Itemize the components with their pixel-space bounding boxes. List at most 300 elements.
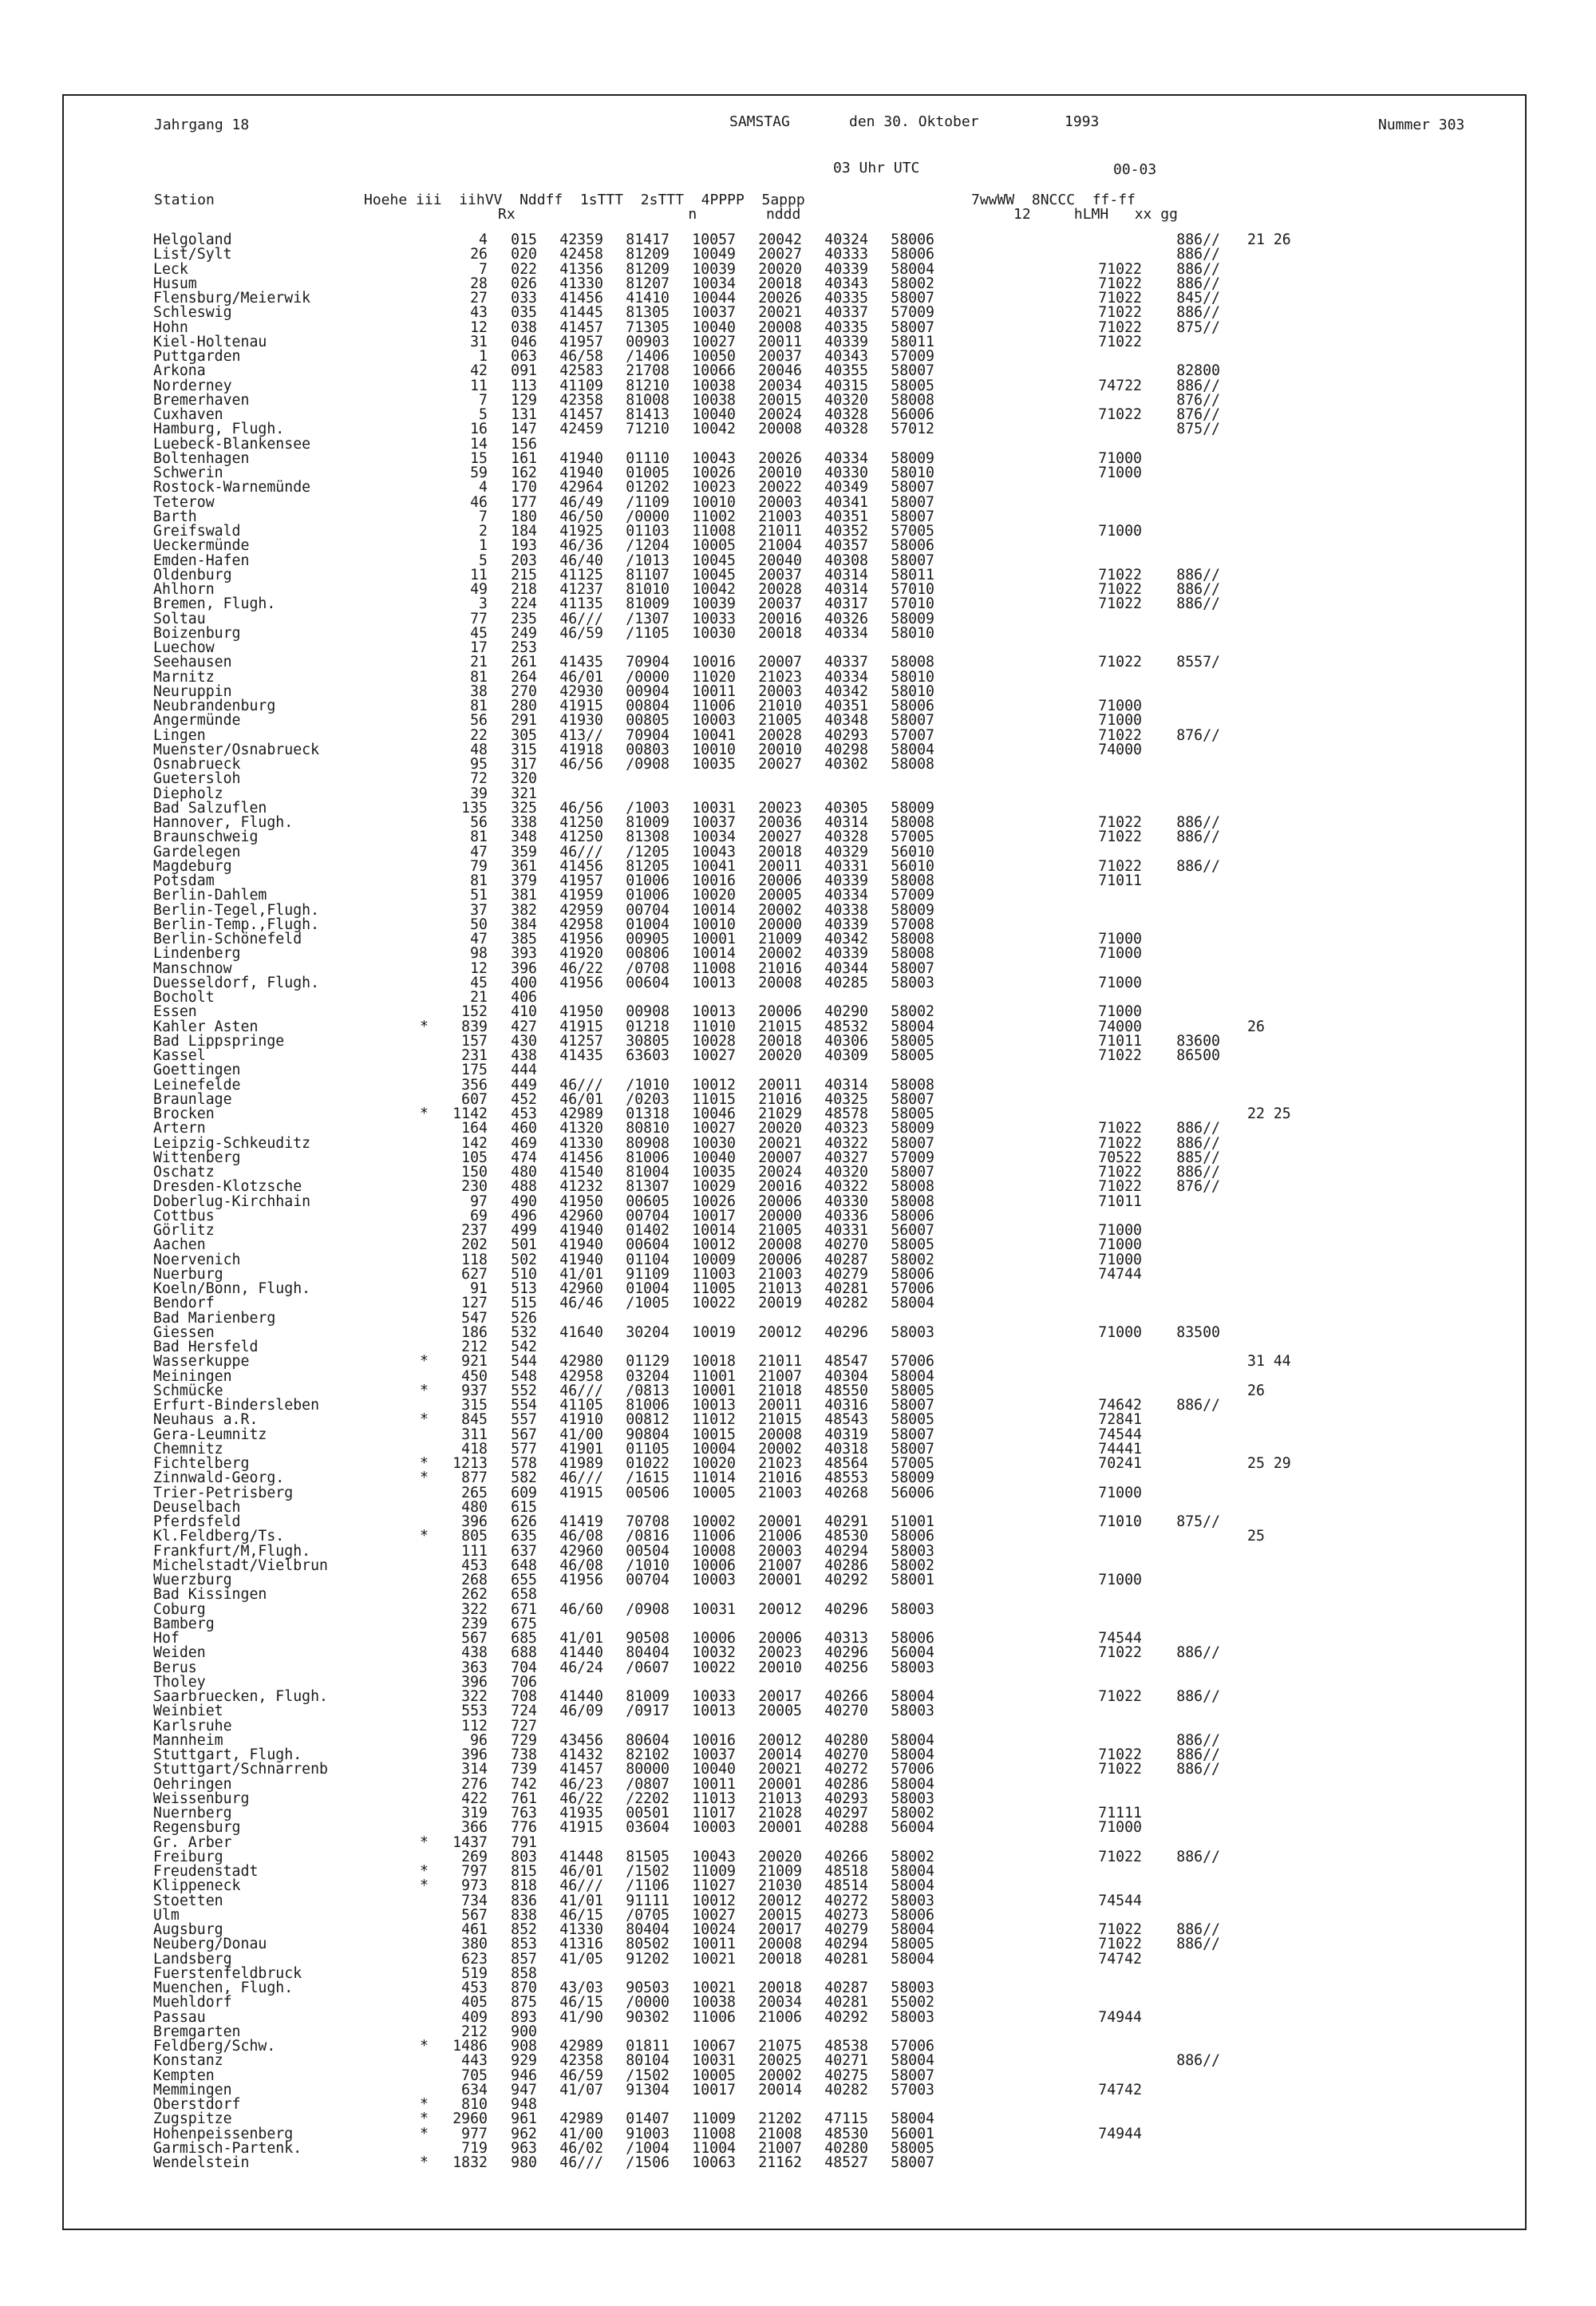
code-group: 82102 bbox=[626, 1746, 670, 1763]
weather-group: 71111 bbox=[1098, 1805, 1142, 1821]
station-name: Bad Hersfeld bbox=[153, 1339, 259, 1355]
code-group: 58008 bbox=[891, 756, 934, 773]
weather-group: 71022 bbox=[1098, 1688, 1142, 1705]
code-group: 10022 bbox=[692, 1295, 736, 1312]
code-group: 40291 bbox=[824, 1513, 868, 1530]
cloud-group: 886// bbox=[1176, 1397, 1220, 1414]
mountain-marker bbox=[387, 1778, 435, 1792]
code-group: 033 bbox=[511, 290, 537, 307]
code-group: 21162 bbox=[758, 2154, 802, 2171]
weather-group bbox=[934, 1370, 1142, 1384]
code-group: 453 bbox=[511, 1106, 537, 1122]
cloud-group bbox=[1142, 976, 1220, 991]
code-group: 41/00 bbox=[559, 1426, 603, 1443]
station-name: Coburg bbox=[153, 1600, 206, 1618]
mountain-marker: * bbox=[420, 1353, 429, 1371]
cloud-group bbox=[1142, 874, 1220, 888]
table-row bbox=[153, 263, 1305, 277]
code-group: 40266 bbox=[824, 1848, 868, 1865]
code-group: 40326 bbox=[824, 610, 868, 627]
code-group: 40285 bbox=[824, 974, 868, 991]
code-group: 20028 bbox=[758, 726, 802, 744]
code-group: 671 bbox=[511, 1600, 537, 1618]
code-group: 21013 bbox=[758, 1790, 802, 1807]
code-group: 58004 bbox=[891, 2052, 934, 2070]
code-group: 21023 bbox=[758, 1455, 802, 1472]
mountain-marker bbox=[387, 1209, 435, 1224]
cloud-group bbox=[1142, 1894, 1220, 1908]
wind-gust-group bbox=[1220, 1923, 1305, 1937]
wind-gust-group bbox=[1220, 364, 1305, 378]
station-name: Berlin-Tegel,Flugh. bbox=[153, 901, 320, 919]
mountain-marker bbox=[387, 976, 435, 991]
code-group: 40352 bbox=[824, 523, 868, 540]
code-group bbox=[868, 1719, 934, 1734]
mountain-marker bbox=[387, 801, 435, 816]
station-name: Lindenberg bbox=[153, 945, 241, 963]
station-height: 237 bbox=[461, 1222, 488, 1239]
cloud-group bbox=[1142, 1806, 1220, 1821]
code-group: 131 bbox=[511, 406, 537, 423]
code-group: 57009 bbox=[891, 887, 934, 904]
code-group: 499 bbox=[511, 1222, 537, 1239]
code-group: 42458 bbox=[559, 246, 603, 263]
code-group: 11008 bbox=[692, 959, 736, 977]
code-group: 20012 bbox=[758, 1323, 802, 1341]
code-group: 10042 bbox=[692, 581, 736, 598]
code-group bbox=[802, 1063, 868, 1078]
station-name: Gr. Arber bbox=[153, 1833, 232, 1851]
code-group: 01318 bbox=[626, 1106, 670, 1122]
code-group: 20012 bbox=[758, 1600, 802, 1618]
code-group: 40344 bbox=[824, 959, 868, 977]
station-height: 22 bbox=[470, 726, 488, 744]
code-group: 10043 bbox=[692, 449, 736, 467]
code-group: 40355 bbox=[824, 362, 868, 380]
wind-gust-group bbox=[1220, 335, 1305, 350]
code-group: 48530 bbox=[824, 2125, 868, 2142]
code-group: 20034 bbox=[758, 1994, 802, 2011]
station-name: Wuerzburg bbox=[153, 1572, 232, 1588]
code-group: 42459 bbox=[559, 421, 603, 438]
station-height: 239 bbox=[461, 1615, 488, 1632]
code-group: 40298 bbox=[824, 741, 868, 758]
station-height: 112 bbox=[461, 1717, 488, 1734]
mountain-marker bbox=[387, 1034, 435, 1049]
code-group: 48514 bbox=[824, 1877, 868, 1895]
station-height: 152 bbox=[461, 1003, 488, 1021]
code-group: /0917 bbox=[626, 1703, 670, 1720]
code-group: 58005 bbox=[891, 1936, 934, 1953]
code-group: 10015 bbox=[692, 1426, 736, 1443]
mountain-marker bbox=[387, 496, 435, 510]
wind-gust-group bbox=[1220, 1675, 1305, 1690]
weather-group bbox=[934, 1603, 1142, 1617]
code-group: 193 bbox=[511, 537, 537, 555]
code-group: 40275 bbox=[824, 2067, 868, 2084]
code-group bbox=[670, 787, 736, 801]
code-group: 40357 bbox=[824, 537, 868, 555]
code-group: /0000 bbox=[626, 508, 670, 525]
station-name: Boltenhagen bbox=[153, 449, 250, 467]
code-group: 046 bbox=[511, 333, 537, 350]
cloud-group bbox=[1142, 1268, 1220, 1282]
code-group: 58003 bbox=[891, 1980, 934, 1996]
code-group: 10011 bbox=[692, 682, 736, 700]
code-group bbox=[802, 437, 868, 452]
wind-gust-group bbox=[1220, 612, 1305, 627]
station-height: 5 bbox=[479, 406, 488, 423]
code-group: 10017 bbox=[692, 2081, 736, 2098]
code-group: 532 bbox=[511, 1323, 537, 1341]
station-name: Duesseldorf, Flugh. bbox=[153, 974, 320, 991]
station-height: 634 bbox=[461, 2081, 488, 2098]
code-group: 40331 bbox=[824, 1222, 868, 1239]
code-group bbox=[736, 437, 802, 452]
code-group: 58007 bbox=[891, 1164, 934, 1181]
station-name: Kahler Asten bbox=[153, 1018, 259, 1035]
cloud-group bbox=[1142, 1704, 1220, 1719]
code-group: 46/60 bbox=[559, 1600, 603, 1618]
wind-gust-group bbox=[1220, 1063, 1305, 1078]
code-group: 58005 bbox=[891, 1106, 934, 1122]
code-group: 510 bbox=[511, 1265, 537, 1283]
code-group: 41435 bbox=[559, 1047, 603, 1064]
wind-gust-group bbox=[1220, 2054, 1305, 2068]
code-group: 40305 bbox=[824, 799, 868, 817]
table-row bbox=[153, 2054, 1305, 2068]
station-height: 69 bbox=[470, 1207, 488, 1224]
station-height: 265 bbox=[461, 1484, 488, 1501]
code-group: 58008 bbox=[891, 1178, 934, 1196]
code-group: 41316 bbox=[559, 1936, 603, 1953]
weather-group: 74642 bbox=[1098, 1397, 1142, 1414]
mountain-marker bbox=[387, 2054, 435, 2068]
code-group: 57010 bbox=[891, 581, 934, 598]
code-group: 48530 bbox=[824, 1528, 868, 1545]
code-group: 929 bbox=[511, 2052, 537, 2070]
wind-gust-group bbox=[1220, 2112, 1305, 2126]
mountain-marker: * bbox=[420, 1106, 429, 1122]
code-group bbox=[868, 437, 934, 452]
wind-gust-group bbox=[1220, 1428, 1305, 1442]
code-group: 40341 bbox=[824, 493, 868, 511]
mountain-marker bbox=[387, 1719, 435, 1734]
code-group: 963 bbox=[511, 2139, 537, 2157]
code-group: 40280 bbox=[824, 2139, 868, 2157]
code-group: 20016 bbox=[758, 610, 802, 627]
station-height: 97 bbox=[470, 1193, 488, 1210]
code-group: 20006 bbox=[758, 1251, 802, 1268]
code-group: 58002 bbox=[891, 1003, 934, 1021]
wind-gust-group bbox=[1220, 247, 1305, 262]
code-group: 01006 bbox=[626, 887, 670, 904]
code-group: 20021 bbox=[758, 1134, 802, 1152]
code-group: 10016 bbox=[692, 872, 736, 889]
mountain-marker bbox=[387, 874, 435, 888]
table-row bbox=[153, 1588, 1305, 1602]
code-group: 40313 bbox=[824, 1630, 868, 1647]
cloud-group: 886// bbox=[1176, 1134, 1220, 1152]
code-group: 58004 bbox=[891, 1950, 934, 1968]
code-group: 58008 bbox=[891, 1076, 934, 1094]
code-group: 58002 bbox=[891, 1848, 934, 1865]
cloud-group bbox=[1142, 1981, 1220, 1996]
station-name: Nuerburg bbox=[153, 1265, 223, 1283]
wind-gust-group bbox=[1220, 801, 1305, 816]
wind-gust-group bbox=[1220, 466, 1305, 481]
station-name: Bad Lippspringe bbox=[153, 1032, 285, 1050]
code-group: 41330 bbox=[559, 275, 603, 292]
code-group: 46/59 bbox=[559, 624, 603, 642]
code-group: 58006 bbox=[891, 231, 934, 248]
code-group: 10008 bbox=[692, 1542, 736, 1560]
code-group: 21006 bbox=[758, 2008, 802, 2026]
code-group bbox=[736, 1311, 802, 1326]
station-height: 135 bbox=[461, 799, 488, 817]
code-group: 10041 bbox=[692, 857, 736, 875]
wind-gust-group bbox=[1220, 1151, 1305, 1165]
code-group bbox=[736, 1836, 802, 1850]
weather-group: 71022 bbox=[1098, 595, 1142, 613]
cloud-group bbox=[1142, 612, 1220, 627]
mountain-marker bbox=[387, 524, 435, 539]
weather-group: 71010 bbox=[1098, 1513, 1142, 1530]
code-group: 46/01 bbox=[559, 1863, 603, 1880]
code-group: 80604 bbox=[626, 1731, 670, 1749]
wind-gust-group bbox=[1220, 1121, 1305, 1136]
station-name: Wendelstein bbox=[153, 2154, 250, 2171]
code-group: 58004 bbox=[891, 1018, 934, 1035]
code-group: 40273 bbox=[824, 1906, 868, 1924]
code-group: 58006 bbox=[891, 1207, 934, 1224]
station-name: Greifswald bbox=[153, 523, 241, 540]
station-height: 973 bbox=[461, 1877, 488, 1895]
station-name: Wasserkuppe bbox=[153, 1353, 250, 1371]
cloud-group bbox=[1142, 1719, 1220, 1734]
wind-gust-group bbox=[1220, 904, 1305, 918]
code-group: 10022 bbox=[692, 1659, 736, 1676]
station-height: 567 bbox=[461, 1906, 488, 1924]
code-group bbox=[537, 437, 603, 452]
code-group bbox=[537, 1836, 603, 1850]
station-height: 547 bbox=[461, 1309, 488, 1327]
code-group: 41320 bbox=[559, 1120, 603, 1137]
weather-group bbox=[934, 1340, 1142, 1355]
station-height: 607 bbox=[461, 1090, 488, 1108]
code-group: 58006 bbox=[891, 1906, 934, 1924]
weather-group: 74544 bbox=[1098, 1630, 1142, 1647]
code-group: 11005 bbox=[692, 1280, 736, 1297]
cloud-group bbox=[1142, 2098, 1220, 2112]
code-group: 20003 bbox=[758, 493, 802, 511]
station-height: 839 bbox=[461, 1018, 488, 1035]
code-group: 20037 bbox=[758, 595, 802, 613]
code-group: 10005 bbox=[692, 2067, 736, 2084]
code-group: 10040 bbox=[692, 406, 736, 423]
station-name: Arkona bbox=[153, 362, 206, 380]
code-group: 90503 bbox=[626, 1980, 670, 1996]
table-row bbox=[153, 437, 1305, 452]
code-group: 21016 bbox=[758, 1469, 802, 1487]
group-column-headers: 7wwWW 8NCCC ff-ff bbox=[971, 192, 1136, 208]
code-group: /0203 bbox=[626, 1090, 670, 1108]
station-name: Noervenich bbox=[153, 1251, 241, 1268]
code-group: 20001 bbox=[758, 1572, 802, 1588]
cloud-group bbox=[1142, 888, 1220, 903]
table-row bbox=[153, 1894, 1305, 1908]
wind-gust-group: 31 44 bbox=[1247, 1353, 1291, 1371]
station-name: Wittenberg bbox=[153, 1149, 241, 1166]
code-group: 80908 bbox=[626, 1134, 670, 1152]
mountain-marker bbox=[387, 510, 435, 524]
station-height: 2960 bbox=[452, 2110, 488, 2128]
issue-year: 1993 bbox=[1065, 113, 1100, 130]
station-height: 409 bbox=[461, 2008, 488, 2026]
mountain-marker bbox=[387, 554, 435, 568]
table-row bbox=[153, 1355, 1305, 1369]
station-height: 47 bbox=[470, 931, 488, 947]
mountain-marker bbox=[387, 1894, 435, 1908]
cloud-group bbox=[1142, 1603, 1220, 1617]
wind-gust-group: 25 bbox=[1247, 1528, 1265, 1545]
cloud-group bbox=[1142, 932, 1220, 947]
code-group: 81210 bbox=[626, 377, 670, 394]
code-group: 502 bbox=[511, 1251, 537, 1268]
weather-group bbox=[934, 1471, 1142, 1485]
code-group: 10019 bbox=[692, 1323, 736, 1341]
code-group: 41/90 bbox=[559, 2008, 603, 2026]
cloud-group bbox=[1142, 524, 1220, 539]
code-group: 81009 bbox=[626, 595, 670, 613]
code-group: 41125 bbox=[559, 566, 603, 583]
weather-group bbox=[934, 962, 1142, 976]
weather-group bbox=[934, 1661, 1142, 1675]
code-group: 01006 bbox=[626, 872, 670, 889]
table-row bbox=[153, 1836, 1305, 1850]
code-group: 46/01 bbox=[559, 1090, 603, 1108]
code-group: 21005 bbox=[758, 1222, 802, 1239]
wind-gust-group bbox=[1220, 1559, 1305, 1573]
code-group: 348 bbox=[511, 829, 537, 846]
station-name: Koeln/Bonn, Flugh. bbox=[153, 1280, 311, 1297]
station-height: 47 bbox=[470, 843, 488, 860]
code-group: 42583 bbox=[559, 362, 603, 380]
station-height: 95 bbox=[470, 756, 488, 773]
mountain-marker bbox=[387, 583, 435, 597]
code-group: 11009 bbox=[692, 2110, 736, 2128]
table-row bbox=[153, 2156, 1305, 2170]
code-group: 40314 bbox=[824, 581, 868, 598]
code-group: 20018 bbox=[758, 1980, 802, 1996]
code-group: 58009 bbox=[891, 901, 934, 919]
weather-group bbox=[934, 2069, 1142, 2083]
station-name: Essen bbox=[153, 1003, 197, 1021]
wind-gust-group bbox=[1220, 2039, 1305, 2054]
code-group: 609 bbox=[511, 1484, 537, 1501]
wind-gust-group bbox=[1220, 888, 1305, 903]
code-group: 57012 bbox=[891, 421, 934, 438]
code-group: 01202 bbox=[626, 479, 670, 496]
code-group: 10041 bbox=[692, 726, 736, 744]
code-group: 10023 bbox=[692, 479, 736, 496]
station-height: 5 bbox=[479, 552, 488, 569]
wind-gust-group bbox=[1220, 962, 1305, 976]
mountain-marker bbox=[387, 263, 435, 277]
code-group: 81308 bbox=[626, 829, 670, 846]
weather-group: 70241 bbox=[1098, 1455, 1142, 1472]
code-group: 40316 bbox=[824, 1397, 868, 1414]
code-group: 113 bbox=[511, 377, 537, 394]
code-group: 10003 bbox=[692, 1572, 736, 1588]
code-group: 567 bbox=[511, 1426, 537, 1443]
code-group: 11009 bbox=[692, 1863, 736, 1880]
table-row bbox=[153, 481, 1305, 495]
code-group: 40342 bbox=[824, 931, 868, 947]
volume-label: Jahrgang 18 bbox=[154, 117, 250, 133]
code-group: 10046 bbox=[692, 1106, 736, 1122]
station-name: Husum bbox=[153, 275, 197, 292]
weather-group bbox=[934, 2156, 1142, 2170]
weather-group bbox=[934, 1296, 1142, 1311]
code-group bbox=[736, 772, 802, 786]
code-group: 548 bbox=[511, 1367, 537, 1385]
cloud-group: 876// bbox=[1176, 726, 1220, 744]
code-group: 776 bbox=[511, 1819, 537, 1837]
code-group: 10003 bbox=[692, 712, 736, 730]
mountain-marker bbox=[387, 1268, 435, 1282]
code-group: 41/00 bbox=[559, 2125, 603, 2142]
cloud-group bbox=[1142, 1821, 1220, 1835]
code-group: 40325 bbox=[824, 1090, 868, 1108]
station-height: 311 bbox=[461, 1426, 488, 1443]
code-group: 41250 bbox=[559, 814, 603, 831]
cloud-group: 886// bbox=[1176, 304, 1220, 322]
code-group: 40324 bbox=[824, 231, 868, 248]
station-height: 480 bbox=[461, 1498, 488, 1516]
station-height: 17 bbox=[470, 639, 488, 656]
code-group: 42358 bbox=[559, 2052, 603, 2070]
cloud-group: 886// bbox=[1176, 1688, 1220, 1705]
code-group: 315 bbox=[511, 741, 537, 758]
station-name: Bendorf bbox=[153, 1295, 215, 1312]
code-group: 253 bbox=[511, 639, 537, 656]
cloud-group bbox=[1142, 1282, 1220, 1296]
code-group: 264 bbox=[511, 668, 537, 686]
table-row bbox=[153, 1413, 1305, 1427]
station-height: 79 bbox=[470, 857, 488, 875]
code-group: 43/03 bbox=[559, 1980, 603, 1996]
code-group: 11020 bbox=[692, 668, 736, 686]
code-group: 10057 bbox=[692, 231, 736, 248]
code-group: 10037 bbox=[692, 814, 736, 831]
cloud-group: 875// bbox=[1176, 1513, 1220, 1530]
code-group: 40328 bbox=[824, 829, 868, 846]
weather-group: 71000 bbox=[1098, 931, 1142, 947]
code-group: 58008 bbox=[891, 814, 934, 831]
code-group: 21016 bbox=[758, 959, 802, 977]
station-name: Berlin-Dahlem bbox=[153, 887, 267, 904]
code-group: 42960 bbox=[559, 1542, 603, 1560]
code-group: 41915 bbox=[559, 1819, 603, 1837]
code-group: 338 bbox=[511, 814, 537, 831]
code-group: /1406 bbox=[626, 348, 670, 365]
station-height: 314 bbox=[461, 1761, 488, 1778]
station-height: 1 bbox=[479, 537, 488, 555]
cloud-group bbox=[1142, 1996, 1220, 2010]
code-group: 156 bbox=[511, 435, 537, 453]
wind-gust-group bbox=[1220, 510, 1305, 524]
